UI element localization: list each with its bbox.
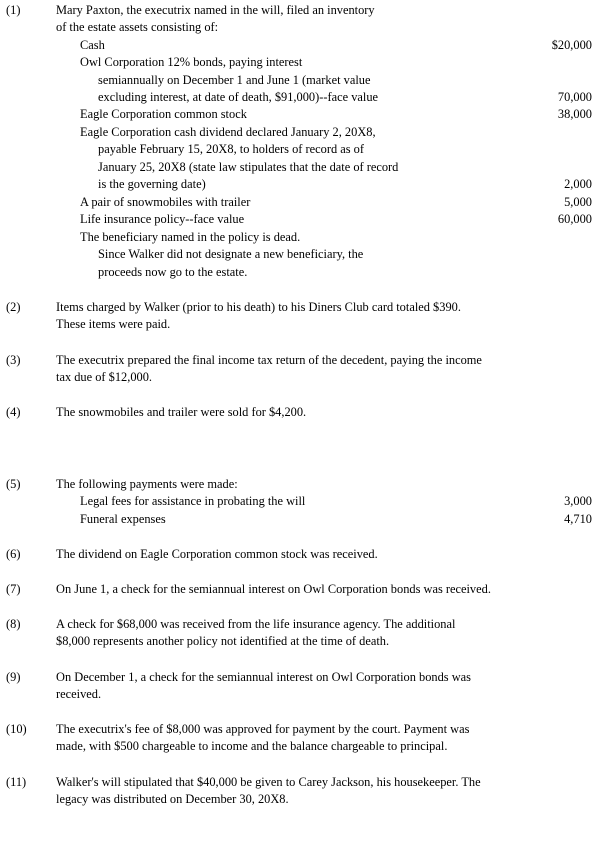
asset-line: A pair of snowmobiles with trailer — [80, 195, 251, 209]
asset-line: Eagle Corporation common stock — [80, 107, 247, 121]
payment-label: Legal fees for assistance in probating the will — [80, 494, 306, 508]
item-text-line: received. — [56, 687, 102, 701]
item-text-line: A check for $68,000 was received from the life insurance agency. The additional — [56, 617, 456, 631]
asset-amount: 70,000 — [557, 90, 592, 104]
asset-line: is the governing date) — [98, 177, 206, 191]
item-number: (2) — [6, 300, 21, 314]
item-number: (4) — [6, 405, 21, 419]
item-number: (10) — [6, 722, 27, 736]
item-text-line: The executrix prepared the final income tax return of the decedent, paying the income — [56, 353, 482, 367]
item-text-line: $8,000 represents another policy not identified at the time of death. — [56, 634, 390, 648]
item-text-line: On December 1, a check for the semiannual interest on Owl Corporation bonds was — [56, 670, 471, 684]
item-number: (3) — [6, 353, 21, 367]
asset-line: semiannually on December 1 and June 1 (market value — [98, 73, 371, 87]
item-text-line: The snowmobiles and trailer were sold for $4,200. — [56, 405, 307, 419]
payment-amount: 3,000 — [564, 494, 592, 508]
item-number: (6) — [6, 547, 21, 561]
payment-label: Funeral expenses — [80, 512, 166, 526]
item-text-line: legacy was distributed on December 30, 20X8. — [56, 792, 289, 806]
asset-line: January 25, 20X8 (state law stipulates that the date of record — [98, 160, 399, 174]
asset-line: The beneficiary named in the policy is dead. — [80, 230, 301, 244]
item-text-line: Walker's will stipulated that $40,000 be given to Carey Jackson, his housekeeper. The — [56, 775, 481, 789]
item-text-line: The executrix's fee of $8,000 was approved for payment by the court. Payment was — [56, 722, 470, 736]
asset-amount: $20,000 — [551, 38, 592, 52]
item-text-line: These items were paid. — [56, 317, 171, 331]
item-number: (1) — [6, 3, 21, 17]
item-text-line: The dividend on Eagle Corporation common stock was received. — [56, 547, 378, 561]
item-number: (5) — [6, 477, 21, 491]
asset-line: Life insurance policy--face value — [80, 212, 245, 226]
item-text-line: The following payments were made: — [56, 477, 238, 491]
asset-amount: 2,000 — [564, 177, 592, 191]
asset-amount: 5,000 — [564, 195, 592, 209]
asset-amount: 38,000 — [557, 107, 592, 121]
payment-amount: 4,710 — [564, 512, 592, 526]
item-text-line: tax due of $12,000. — [56, 370, 153, 384]
asset-line: proceeds now go to the estate. — [98, 265, 248, 279]
item-text-line: Items charged by Walker (prior to his death) to his Diners Club card totaled $390. — [56, 300, 461, 314]
asset-line: excluding interest, at date of death, $91,000)--face value — [98, 90, 379, 104]
item-number: (11) — [6, 775, 27, 789]
item-text-line: of the estate assets consisting of: — [56, 20, 219, 34]
asset-line: Owl Corporation 12% bonds, paying interest — [80, 55, 303, 69]
item-text-line: On June 1, a check for the semiannual interest on Owl Corporation bonds was received. — [56, 582, 491, 596]
asset-amount: 60,000 — [557, 212, 592, 226]
item-text-line: made, with $500 chargeable to income and the balance chargeable to principal. — [56, 739, 448, 753]
asset-line: Since Walker did not designate a new beneficiary, the — [98, 247, 364, 261]
item-number: (7) — [6, 582, 21, 596]
item-number: (9) — [6, 670, 21, 684]
asset-line: payable February 15, 20X8, to holders of record as of — [98, 142, 364, 156]
asset-line: Eagle Corporation cash dividend declared January 2, 20X8, — [80, 125, 376, 139]
item-number: (8) — [6, 617, 21, 631]
asset-line: Cash — [80, 38, 105, 52]
item-text-line: Mary Paxton, the executrix named in the will, filed an inventory — [56, 3, 375, 17]
